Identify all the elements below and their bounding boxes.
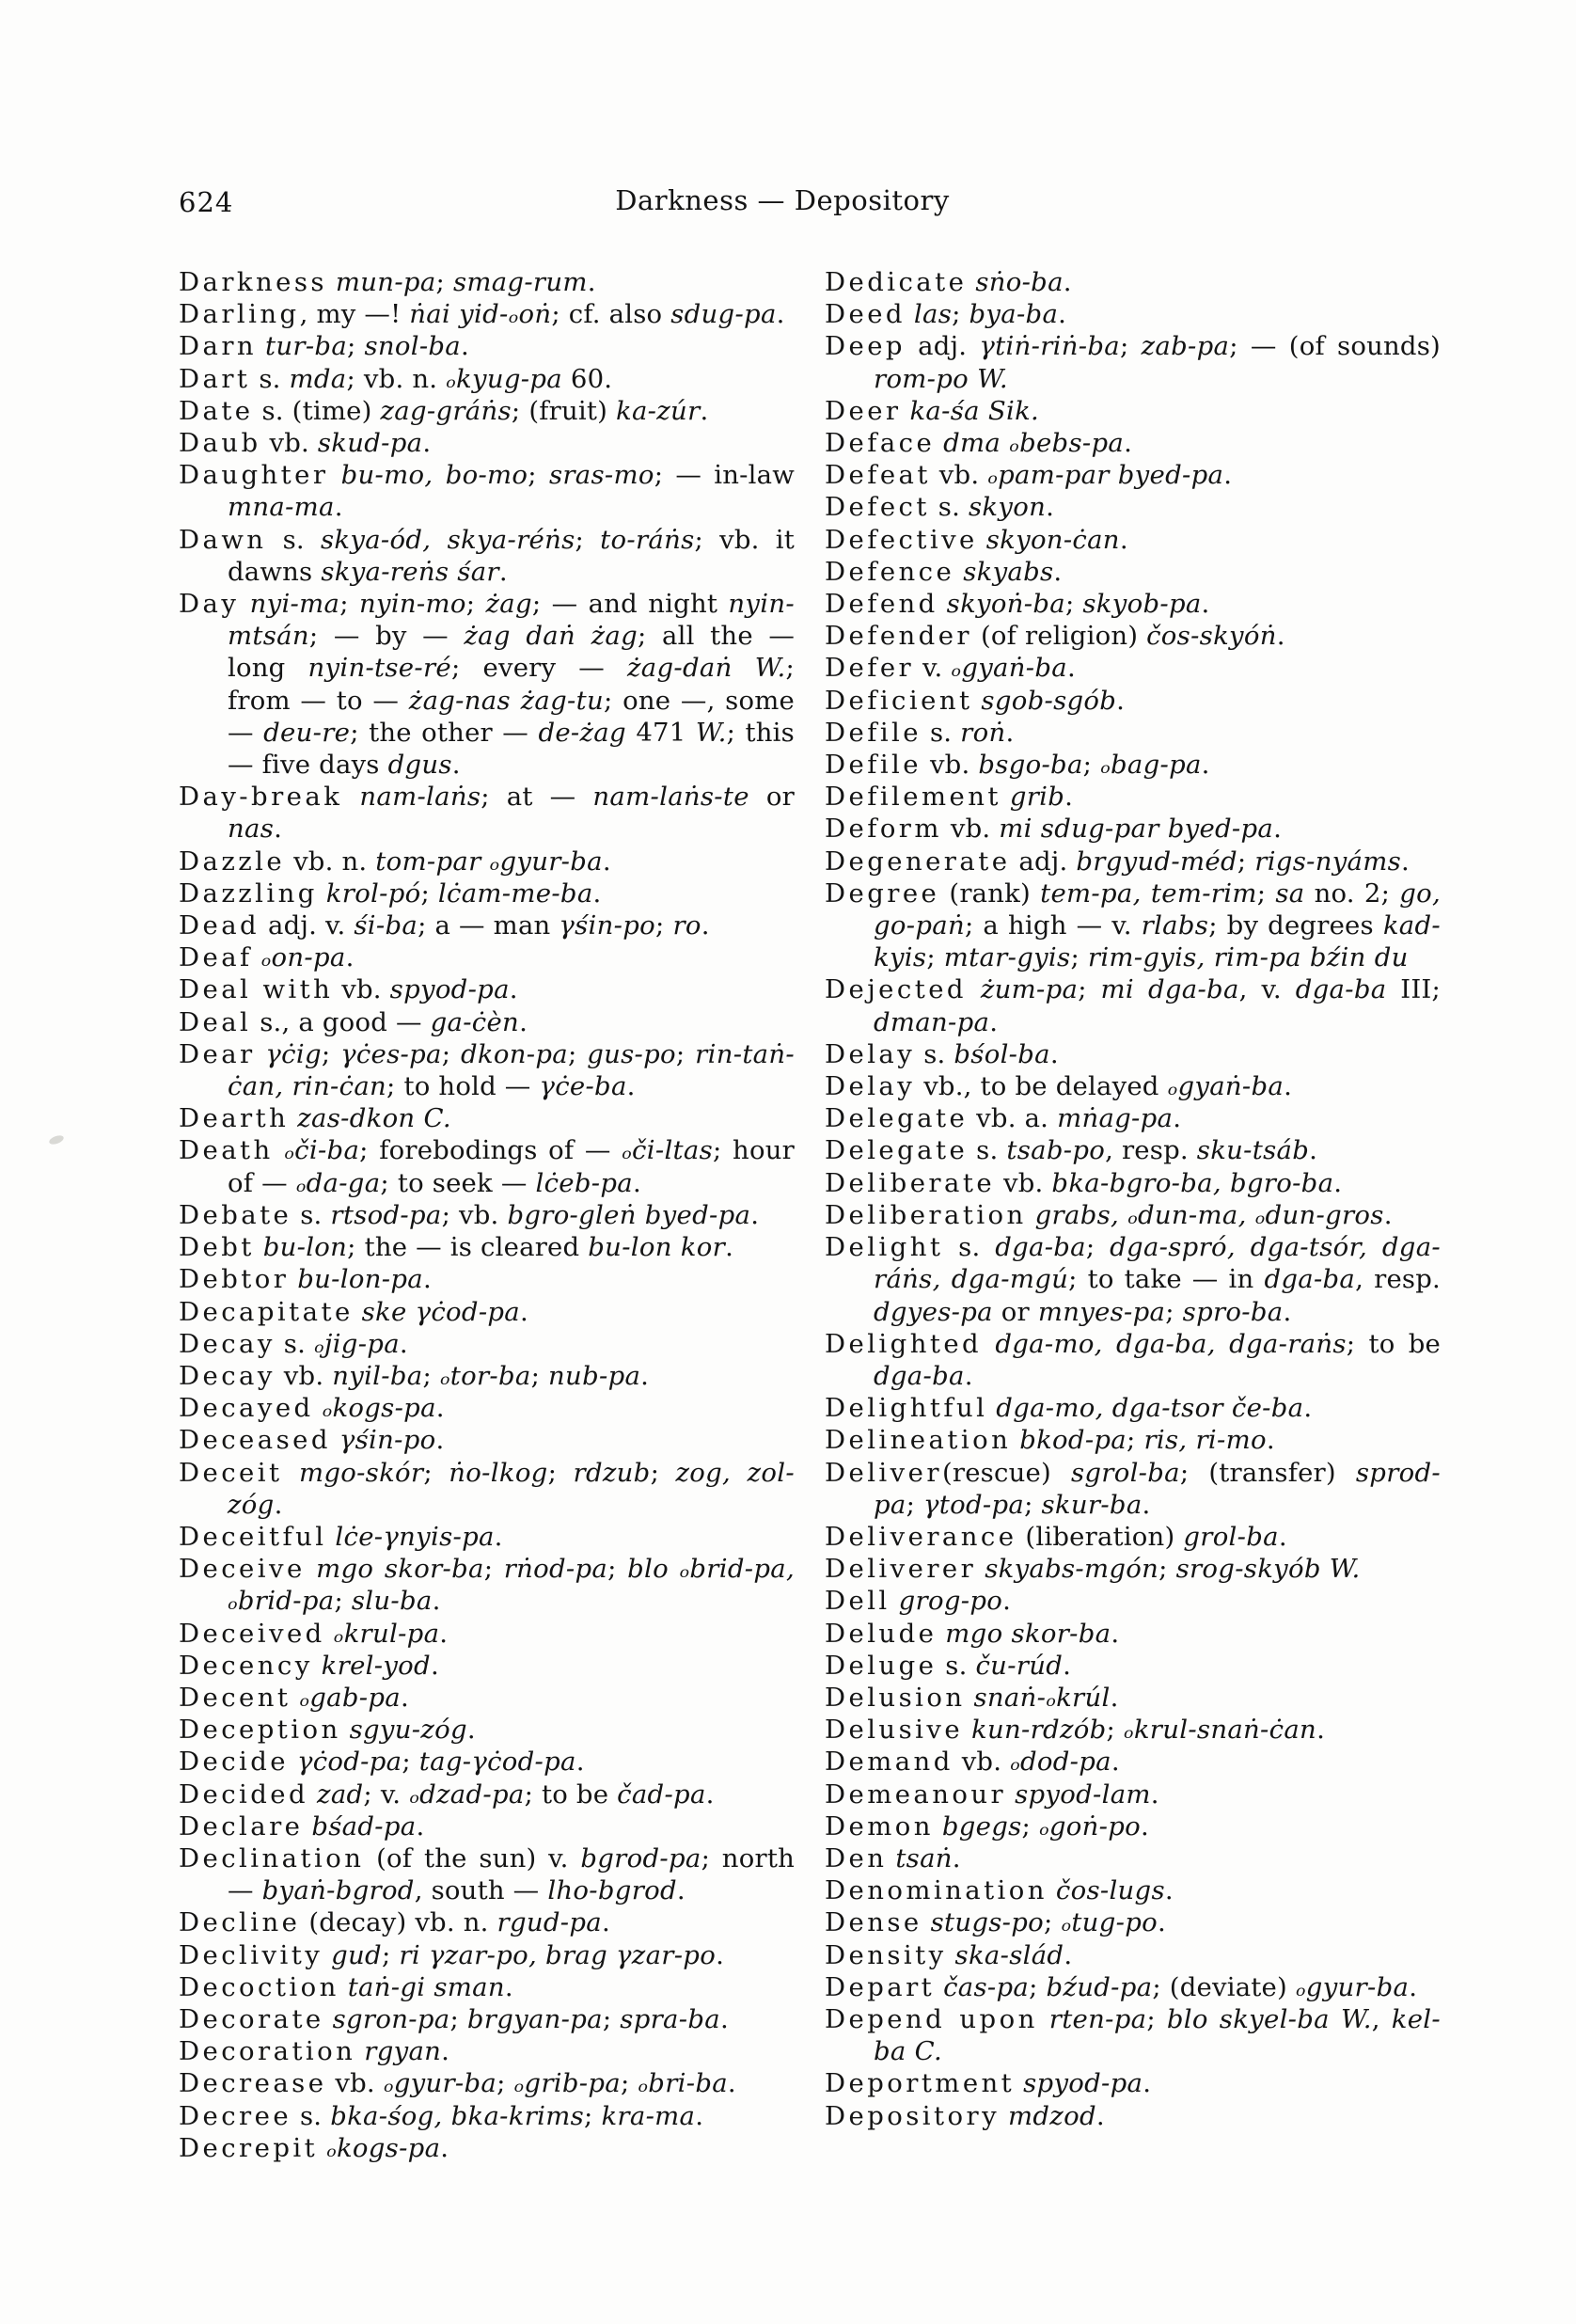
entry-body: dga-mo, dga-tsor če-ba. — [996, 1393, 1313, 1424]
entry-body: skyoṅ-ba; skyob-pa. — [946, 589, 1210, 620]
entry-body: (rescue) sgrol-ba; (transfer) sprod-pa; γtod-pa; skur-ba. — [874, 1457, 1441, 1520]
dictionary-entry — [825, 1392, 1441, 1424]
entry-body: s. skyon. — [929, 492, 1055, 523]
entry-body: (decay) vb. n. rgud-pa. — [300, 1907, 610, 1938]
entry-headword: Darn — [179, 331, 258, 362]
dictionary-entry — [825, 1553, 1441, 1585]
dictionary-entry — [825, 1521, 1441, 1553]
entry-headword: Defile — [825, 750, 922, 781]
dictionary-entry — [179, 1553, 795, 1617]
dictionary-entry — [179, 877, 795, 909]
dictionary-entry — [179, 2035, 795, 2067]
entry-headword: Deface — [825, 428, 936, 459]
entry-body: bu-mo, bo-mo; sras-mo; — in-law mna-ma. — [228, 460, 795, 523]
entry-headword: Decapitate — [179, 1296, 354, 1327]
entry-body: dga-mo, dga-ba, dga-raṅs; to be dga-ba. — [874, 1328, 1441, 1391]
right-column — [825, 266, 1441, 2132]
entry-headword: Decrease — [179, 2068, 327, 2099]
dictionary-entry — [825, 1231, 1441, 1328]
dictionary-entry — [825, 652, 1441, 684]
entry-headword: Defend — [825, 589, 938, 620]
dictionary-entry — [825, 2067, 1441, 2099]
dictionary-entry — [179, 459, 795, 523]
entry-body: vb. n. tom-par ₒgyur-ba. — [285, 846, 611, 877]
entry-headword: Deliver — [825, 1457, 942, 1488]
page-number: 624 — [179, 186, 234, 218]
dictionary-entry — [179, 973, 795, 1005]
entry-body: tsaṅ. — [895, 1842, 961, 1873]
entry-body: vb. mi sdug-par byed-pa. — [941, 814, 1283, 845]
entry-body: s. mda; vb. n. ₒkyug-pa 60. — [250, 363, 613, 394]
entry-body: mdzod. — [1008, 2100, 1105, 2131]
dictionary-entry — [179, 1521, 795, 1553]
entry-body: bgegs; ₒgoṅ-po. — [941, 1810, 1149, 1842]
dictionary-entry — [825, 524, 1441, 556]
dictionary-entry — [825, 685, 1441, 717]
entry-body: spyod-lam. — [1015, 1779, 1159, 1810]
dictionary-entry — [825, 1682, 1441, 1714]
dictionary-entry — [825, 813, 1441, 845]
entry-headword: Defilement — [825, 782, 1001, 813]
dictionary-entry — [179, 266, 795, 298]
entry-headword: Deer — [825, 395, 902, 426]
entry-body: ₒkogs-pa. — [322, 1393, 445, 1424]
dictionary-entry — [825, 1779, 1441, 1810]
dictionary-entry — [179, 1842, 795, 1906]
entry-headword: Depart — [825, 1971, 936, 2002]
entry-headword: Declination — [179, 1842, 365, 1873]
entry-headword: Decoration — [179, 2036, 356, 2067]
entry-body: s. dga-ba; dga-spró, dga-tsór, dga-ráṅs, dga-mgú; to take — in dga-ba, resp. dgyes-pa or mnyes-pa; spro-ba. — [874, 1232, 1441, 1327]
dictionary-entry — [179, 1457, 795, 1521]
dictionary-entry — [825, 717, 1441, 749]
entry-headword: Deform — [825, 814, 942, 845]
dictionary-entry — [179, 524, 795, 588]
entry-body: snaṅ-ₒkrúl. — [973, 1682, 1119, 1713]
entry-headword: Daub — [179, 428, 261, 459]
entry-headword: Deliberate — [825, 1167, 996, 1198]
entry-headword: Depository — [825, 2100, 1001, 2131]
entry-body: čos-lugs. — [1055, 1875, 1174, 1906]
entry-headword: Delay — [825, 1071, 916, 1102]
entry-headword: Deluge — [825, 1650, 938, 1681]
dictionary-entry — [825, 2100, 1441, 2132]
dictionary-entry — [179, 1650, 795, 1682]
entry-body: vb. nyil-ba; ₒtor-ba; nub-pa. — [275, 1360, 650, 1391]
dictionary-entry — [179, 1682, 795, 1714]
entry-headword: Day — [179, 589, 240, 620]
entry-headword: Delegate — [825, 1103, 969, 1134]
dictionary-entry — [179, 1296, 795, 1328]
entry-body: kun-rdzób; ₒkrul-snaṅ-ċan. — [971, 1715, 1326, 1746]
dictionary-entry — [825, 427, 1441, 459]
entry-body: ska-slád. — [954, 1939, 1073, 1970]
dictionary-entry — [825, 973, 1441, 1037]
entry-body: bkod-pa; ris, ri-mo. — [1019, 1425, 1275, 1456]
entry-headword: Deliberation — [825, 1199, 1027, 1230]
entry-headword: Deceased — [179, 1425, 331, 1456]
entry-body: (of religion) čos-skyóṅ. — [972, 621, 1285, 652]
dictionary-entry — [825, 1971, 1441, 2003]
entry-headword: Depend upon — [825, 2003, 1038, 2034]
entry-body: mun-pa; smag-rum. — [335, 267, 596, 297]
entry-headword: Deliverance — [825, 1521, 1017, 1552]
entry-headword: Deaf — [179, 942, 253, 973]
entry-body: s. tsab-po, resp. sku-tsáb. — [968, 1135, 1318, 1166]
entry-headword: Debt — [179, 1232, 255, 1263]
dictionary-entry — [179, 1199, 795, 1231]
entry-headword: Defeat — [825, 460, 931, 491]
dictionary-entry — [179, 2067, 795, 2099]
entry-body: sgob-sgób. — [981, 685, 1126, 716]
dictionary-entry — [825, 1842, 1441, 1874]
entry-body: ₒon-pa. — [260, 942, 355, 973]
dictionary-entry — [825, 491, 1441, 523]
entry-headword: Decay — [179, 1328, 276, 1359]
entry-headword: Decorate — [179, 2003, 324, 2034]
dictionary-entry — [179, 1134, 795, 1198]
left-column — [179, 266, 795, 2164]
entry-body: s. roṅ. — [922, 717, 1015, 748]
dictionary-entry — [179, 2132, 795, 2164]
dictionary-entry — [179, 1328, 795, 1360]
entry-headword: Defective — [825, 524, 978, 555]
entry-headword: Delightful — [825, 1393, 988, 1424]
entry-headword: Delighted — [825, 1328, 983, 1359]
entry-body: ₒkrul-pa. — [333, 1618, 449, 1649]
dictionary-entry — [825, 846, 1441, 877]
dictionary-entry — [179, 846, 795, 877]
entry-headword: Death — [179, 1135, 274, 1166]
entry-headword: Deceive — [179, 1554, 306, 1585]
entry-body: vb. ₒpam-par byed-pa. — [930, 460, 1233, 491]
entry-headword: Decree — [179, 2100, 292, 2131]
entry-headword: Deceit — [179, 1457, 283, 1488]
entry-body: tur-ba; snol-ba. — [265, 331, 469, 362]
entry-body: ka-śa Sik. — [909, 395, 1040, 426]
dictionary-entry — [179, 1231, 795, 1263]
entry-body: ₒkogs-pa. — [326, 2132, 449, 2163]
entry-body: γśin-po. — [339, 1425, 445, 1456]
entry-body: sṅo-ba. — [975, 267, 1072, 297]
entry-headword: Delay — [825, 1038, 916, 1069]
dictionary-entry — [179, 1006, 795, 1038]
dictionary-entry — [825, 749, 1441, 781]
entry-body: vb. ₒdod-pa. — [953, 1747, 1120, 1778]
entry-body: adj. brgyud-méd; rigs-nyáms. — [1010, 846, 1410, 877]
entry-headword: Deportment — [825, 2068, 1016, 2099]
entry-body: s. (time) zag-gráṅs; (fruit) ka-zúr. — [253, 395, 709, 426]
entry-body: gud; ri γzar-po, brag γzar-po. — [331, 1939, 725, 1970]
dictionary-entry — [179, 1263, 795, 1295]
entry-body: stugs-po; ₒtug-po. — [930, 1907, 1166, 1938]
entry-headword: Decrepit — [179, 2132, 319, 2163]
entry-body: ₒči-ba; forebodings of — ₒči-ltas; hour of — ₒda-ga; to seek — lċeb-pa. — [228, 1135, 795, 1198]
entry-body: s. bśol-ba. — [915, 1038, 1059, 1069]
dictionary-entry — [179, 1038, 795, 1102]
dictionary-entry — [179, 1618, 795, 1650]
dictionary-entry — [825, 395, 1441, 427]
entry-headword: Declivity — [179, 1939, 323, 1970]
entry-body: s., a good — ga-ċèn. — [251, 1006, 528, 1037]
dictionary-entry — [825, 330, 1441, 394]
entry-body: nam-laṅs; at — nam-laṅs-te or nas. — [228, 782, 795, 845]
dictionary-entry — [179, 298, 795, 330]
dictionary-entry — [179, 427, 795, 459]
entry-headword: Demand — [825, 1747, 953, 1778]
text-columns — [179, 266, 1441, 2164]
entry-headword: Delusion — [825, 1682, 966, 1713]
entry-body: adj. γtiṅ-riṅ-ba; zab-pa; — (of sounds) rom-po W. — [874, 331, 1441, 394]
entry-headword: Decent — [179, 1682, 292, 1713]
dictionary-entry — [825, 1585, 1441, 1617]
entry-body: čas-pa; bźud-pa; (deviate) ₒgyur-ba. — [943, 1971, 1418, 2002]
dictionary-entry — [179, 395, 795, 427]
entry-headword: Delegate — [825, 1135, 969, 1166]
entry-body: vb., to be delayed ₒgyaṅ-ba. — [915, 1071, 1293, 1102]
dictionary-entry — [825, 1618, 1441, 1650]
dictionary-entry — [825, 588, 1441, 620]
dictionary-entry — [179, 1810, 795, 1842]
entry-headword: Defect — [825, 492, 930, 523]
entry-headword: Decay — [179, 1360, 276, 1391]
dictionary-entry — [179, 1906, 795, 1938]
running-head — [179, 184, 1439, 222]
entry-headword: Date — [179, 395, 254, 426]
entry-body: rgyan. — [364, 2036, 450, 2067]
entry-headword: Dell — [825, 1586, 890, 1617]
entry-body: sgyu-zóg. — [349, 1715, 476, 1746]
entry-body: krol-pó; lċam-me-ba. — [325, 877, 602, 909]
dictionary-entry — [825, 266, 1441, 298]
entry-body: grog-po. — [898, 1586, 1012, 1617]
entry-body: vb. skud-pa. — [260, 428, 432, 459]
entry-body: bśad-pa. — [311, 1810, 425, 1842]
entry-headword: Defile — [825, 717, 922, 748]
entry-headword: Dawn — [179, 524, 267, 555]
dictionary-entry — [825, 1038, 1441, 1070]
entry-headword: Dense — [825, 1907, 922, 1938]
entry-body: skyabs-mgón; srog-skyób W. — [985, 1554, 1361, 1585]
entry-body: spyod-pa. — [1023, 2068, 1152, 2099]
dictionary-entry — [825, 1328, 1441, 1392]
dictionary-entry — [825, 877, 1441, 974]
entry-body: ske γċod-pa. — [361, 1296, 528, 1327]
entry-headword: Delude — [825, 1618, 938, 1649]
dictionary-entry — [825, 1134, 1441, 1166]
entry-body: (rank) tem-pa, tem-rim; sa no. 2; go, go-paṅ; a high — v. rlabs; by degrees kad-kyis; mtar-gyis; rim-gyis, rim-pa bźin du — [874, 877, 1441, 973]
dictionary-entry — [179, 1424, 795, 1456]
entry-headword: Daughter — [179, 460, 329, 491]
entry-headword: Dazzling — [179, 877, 318, 909]
entry-headword: Delusive — [825, 1715, 964, 1746]
entry-body: vb. spyod-pa. — [333, 974, 518, 1005]
dictionary-entry — [825, 1650, 1441, 1682]
entry-body: grabs, ₒdun-ma, ₒdun-gros. — [1034, 1199, 1393, 1230]
entry-body: lċe-γnyis-pa. — [335, 1521, 503, 1552]
entry-body: mgo skor-ba; rṅod-pa; blo ₒbrid-pa, ₒbrid-pa; slu-ba. — [228, 1554, 795, 1617]
running-header-title: Darkness — Depository — [615, 184, 950, 216]
entry-body: zad; v. ₒdzad-pa; to be čad-pa. — [317, 1779, 715, 1810]
entry-headword: Deliverer — [825, 1554, 977, 1585]
dictionary-entry — [825, 1457, 1441, 1521]
dictionary-entry — [179, 1939, 795, 1971]
entry-headword: Deceitful — [179, 1521, 327, 1552]
entry-headword: Demeanour — [825, 1779, 1007, 1810]
entry-headword: Defender — [825, 621, 973, 652]
dictionary-entry — [179, 1971, 795, 2003]
dictionary-entry — [825, 1070, 1441, 1102]
entry-headword: Degree — [825, 877, 940, 909]
entry-body: sgron-pa; brgyan-pa; spra-ba. — [332, 2003, 729, 2034]
dictionary-entry — [179, 781, 795, 845]
dictionary-entry — [825, 556, 1441, 588]
dictionary-entry — [179, 1779, 795, 1810]
entry-headword: Dearth — [179, 1103, 290, 1134]
entry-headword: Deep — [825, 331, 906, 362]
entry-headword: Decline — [179, 1907, 301, 1938]
entry-headword: Darling — [179, 299, 300, 330]
dictionary-entry — [179, 941, 795, 973]
entry-headword: Denomination — [825, 1875, 1048, 1906]
entry-body: γċig; γċes-pa; dkon-pa; gus-po; rin-taṅ-ċan, rin-ċan; to hold — γċe-ba. — [228, 1038, 795, 1102]
dictionary-entry — [825, 1746, 1441, 1778]
entry-body: adj. v. śi-ba; a — man γśin-po; ro. — [260, 910, 710, 941]
entry-headword: Decency — [179, 1650, 313, 1681]
dictionary-entry — [825, 781, 1441, 813]
scan-speckle — [48, 1134, 65, 1146]
dictionary-entry — [825, 1199, 1441, 1231]
entry-body: s. bka-śog, bka-krims; kra-ma. — [292, 2100, 704, 2131]
entry-headword: Density — [825, 1939, 947, 1970]
entry-body: s. ču-rúd. — [937, 1650, 1072, 1681]
entry-headword: Demon — [825, 1810, 934, 1842]
entry-headword: Decoction — [179, 1971, 339, 2002]
entry-body: krel-yod. — [321, 1650, 439, 1681]
entry-body: ₒgab-pa. — [299, 1682, 409, 1713]
entry-body: s. ₒjig-pa. — [275, 1328, 408, 1359]
entry-headword: Darkness — [179, 267, 327, 297]
entry-headword: Defer — [825, 653, 915, 684]
entry-body: s. skya-ód, skya-réṅs; to-ráṅs; vb. it dawns skya-reṅs śar. — [228, 524, 796, 587]
dictionary-entry — [825, 1167, 1441, 1199]
entry-body: grib. — [1009, 782, 1074, 813]
entry-body: rten-pa; blo skyel-ba W., kel-ba C. — [874, 2003, 1441, 2067]
entry-headword: Dedicate — [825, 267, 968, 297]
dictionary-entry — [825, 1714, 1441, 1746]
entry-headword: Dear — [179, 1038, 256, 1069]
entry-headword: Decide — [179, 1747, 290, 1778]
entry-headword: Delight — [825, 1232, 944, 1263]
entry-body: v. ₒgyaṅ-ba. — [914, 653, 1076, 684]
entry-headword: Den — [825, 1842, 888, 1873]
dictionary-entry — [825, 1424, 1441, 1456]
entry-body: bu-lon; the — is cleared bu-lon kor. — [262, 1232, 734, 1263]
dictionary-entry — [179, 363, 795, 395]
entry-body: nyi-ma; nyin-mo; żag; — and night nyin-mtsán; — by — żag daṅ żag; all the — long nyin-tse-ré; every — żag-daṅ W.; from — to — żag-nas żag-tu; one —, some — deu-re; the other — de-żag 471 W.; this — five days dgus. — [228, 589, 796, 781]
dictionary-entry — [179, 1392, 795, 1424]
entry-headword: Delineation — [825, 1425, 1012, 1456]
dictionary-entry — [179, 1360, 795, 1392]
entry-body: bu-lon-pa. — [297, 1264, 432, 1295]
entry-body: skyabs. — [963, 556, 1063, 587]
entry-body: dma ₒbebs-pa. — [943, 428, 1133, 459]
entry-headword: Decayed — [179, 1393, 314, 1424]
entry-body: skyon-ċan. — [985, 524, 1128, 555]
entry-headword: Debtor — [179, 1264, 290, 1295]
entry-headword: Degenerate — [825, 846, 1011, 877]
entry-headword: Dead — [179, 910, 260, 941]
entry-headword: Deed — [825, 299, 906, 330]
dictionary-entry — [179, 2003, 795, 2035]
dictionary-entry — [179, 2100, 795, 2132]
dictionary-entry — [825, 620, 1441, 652]
entry-body: , my —! ṅai yid-ₒoṅ; cf. also sdug-pa. — [299, 299, 785, 330]
entry-body: s. rtsod-pa; vb. bgro-gleṅ byed-pa. — [292, 1199, 760, 1230]
entry-headword: Day-break — [179, 782, 343, 813]
entry-headword: Decided — [179, 1779, 309, 1810]
dictionary-entry — [179, 330, 795, 362]
dictionary-entry — [825, 1906, 1441, 1938]
entry-body: żum-pa; mi dga-ba, v. dga-ba III; dman-pa. — [874, 974, 1441, 1037]
dictionary-entry — [825, 1874, 1441, 1906]
entry-headword: Debate — [179, 1199, 292, 1230]
entry-body: las; bya-ba. — [913, 299, 1067, 330]
entry-body: mgo-skór; ṅo-lkog; rdzub; zog, zol-zóg. — [228, 1457, 795, 1520]
entry-body: vb. ₒgyur-ba; ₒgrib-pa; ₒbri-ba. — [326, 2068, 736, 2099]
entry-headword: Deal with — [179, 974, 334, 1005]
dictionary-entry — [179, 1102, 795, 1134]
dictionary-entry — [825, 2003, 1441, 2067]
entry-headword: Dejected — [825, 974, 967, 1005]
entry-body: taṅ-gi sman. — [347, 1971, 513, 2002]
dictionary-entry — [825, 1102, 1441, 1134]
entry-body: (liberation) grol-ba. — [1017, 1521, 1287, 1552]
dictionary-entry — [179, 1746, 795, 1778]
entry-headword: Deal — [179, 1006, 252, 1037]
entry-headword: Defence — [825, 556, 955, 587]
entry-body: mgo skor-ba. — [945, 1618, 1120, 1649]
dictionary-entry — [825, 1939, 1441, 1971]
dictionary-entry — [179, 909, 795, 941]
entry-headword: Declare — [179, 1810, 304, 1842]
entry-body: vb. bka-bgro-ba, bgro-ba. — [995, 1167, 1343, 1198]
dictionary-entry — [825, 298, 1441, 330]
entry-headword: Deceived — [179, 1618, 325, 1649]
dictionary-entry — [179, 588, 795, 781]
entry-headword: Deficient — [825, 685, 973, 716]
entry-headword: Dazzle — [179, 846, 286, 877]
dictionary-entry — [825, 1810, 1441, 1842]
entry-headword: Deception — [179, 1715, 341, 1746]
entry-body: vb. bsgo-ba; ₒbag-pa. — [922, 750, 1210, 781]
entry-body: γċod-pa; tag-γċod-pa. — [296, 1747, 585, 1778]
entry-body: zas-dkon C. — [297, 1103, 451, 1134]
entry-body: (of the sun) v. bgrod-pa; north — byaṅ-bgrod, south — lho-bgrod. — [228, 1842, 795, 1906]
entry-headword: Dart — [179, 363, 251, 394]
dictionary-entry — [179, 1714, 795, 1746]
entry-body: vb. a. mṅag-pa. — [968, 1103, 1182, 1134]
dictionary-entry — [825, 459, 1441, 491]
